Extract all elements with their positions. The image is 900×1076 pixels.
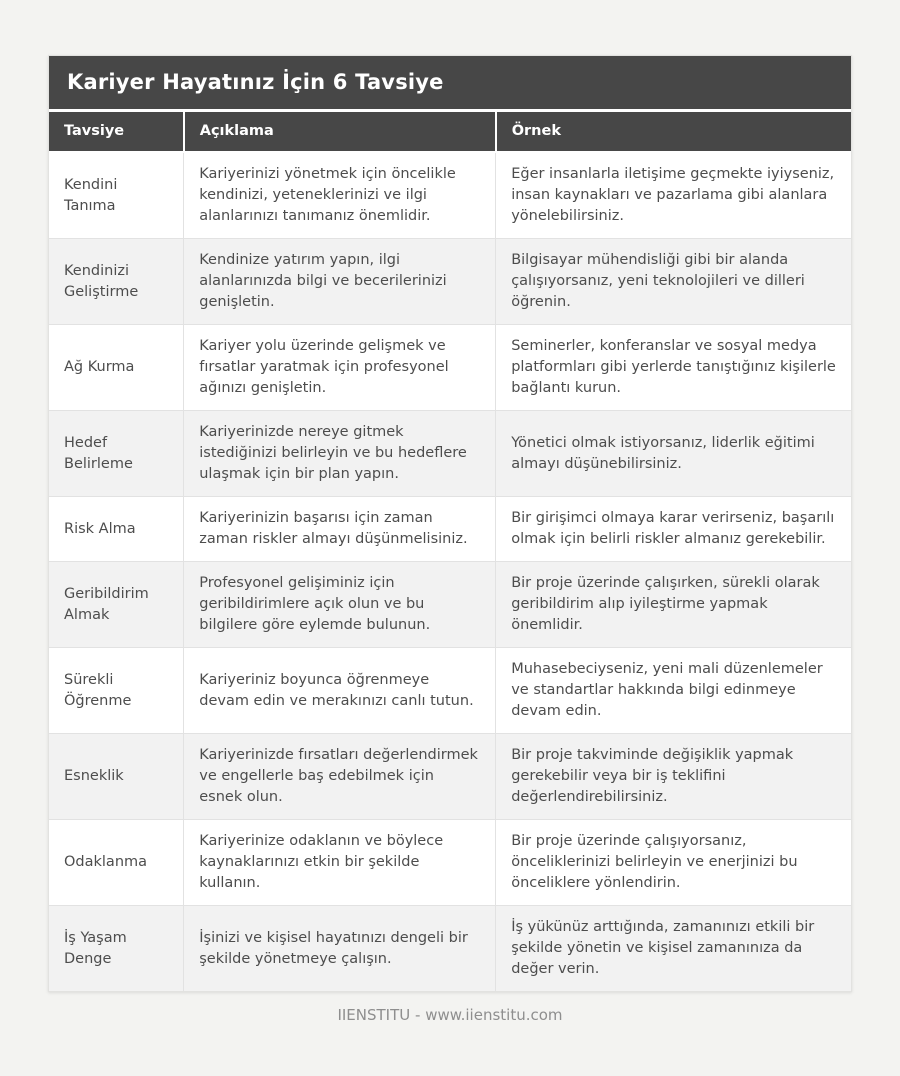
cell-aciklama: Profesyonel gelişiminiz için geribildirimlere açık olun ve bu bilgilere göre eylemde bulunun. — [184, 562, 496, 648]
column-header-tavsiye: Tavsiye — [49, 112, 184, 152]
cell-tavsiye: Geribildirim Almak — [49, 562, 184, 648]
table-row — [49, 411, 851, 497]
cell-ornek: Bilgisayar mühendisliği gibi bir alanda çalışıyorsanız, yeni teknolojileri ve dilleri öğrenin. — [496, 239, 851, 325]
footer-credit: IIENSTITU - www.iienstitu.com — [337, 1006, 563, 1024]
column-header-aciklama: Açıklama — [184, 112, 496, 152]
cell-aciklama: Kendinize yatırım yapın, ilgi alanlarınızda bilgi ve becerilerinizi genişletin. — [184, 239, 496, 325]
page-title: Kariyer Hayatınız İçin 6 Tavsiye — [49, 56, 851, 112]
cell-tavsiye: Esneklik — [49, 734, 184, 820]
table-row — [49, 648, 851, 734]
cell-ornek: Bir girişimci olmaya karar verirseniz, başarılı olmak için belirli riskler almanız gerekebilir. — [496, 497, 851, 562]
cell-aciklama: Kariyerinizi yönetmek için öncelikle kendinizi, yeteneklerinizi ve ilgi alanlarınızı tanımanız önemlidir. — [184, 152, 496, 239]
table-row — [49, 820, 851, 906]
cell-tavsiye: Ağ Kurma — [49, 325, 184, 411]
cell-ornek: Yönetici olmak istiyorsanız, liderlik eğitimi almayı düşünebilirsiniz. — [496, 411, 851, 497]
cell-aciklama: İşinizi ve kişisel hayatınızı dengeli bir şekilde yönetmeye çalışın. — [184, 906, 496, 992]
table-row — [49, 734, 851, 820]
cell-ornek: Bir proje üzerinde çalışırken, sürekli olarak geribildirim alıp iyileştirme yapmak önemlidir. — [496, 562, 851, 648]
cell-aciklama: Kariyerinize odaklanın ve böylece kaynaklarınızı etkin bir şekilde kullanın. — [184, 820, 496, 906]
cell-ornek: Muhasebeciyseniz, yeni mali düzenlemeler ve standartlar hakkında bilgi edinmeye devam edin. — [496, 648, 851, 734]
table-row — [49, 325, 851, 411]
table-row — [49, 497, 851, 562]
cell-tavsiye: Risk Alma — [49, 497, 184, 562]
cell-tavsiye: Sürekli Öğrenme — [49, 648, 184, 734]
table-row — [49, 239, 851, 325]
table-row — [49, 906, 851, 992]
cell-aciklama: Kariyer yolu üzerinde gelişmek ve fırsatlar yaratmak için profesyonel ağınızı genişletin. — [184, 325, 496, 411]
cell-tavsiye: Kendinizi Geliştirme — [49, 239, 184, 325]
cell-ornek: Eğer insanlarla iletişime geçmekte iyiyseniz, insan kaynakları ve pazarlama gibi alanlara yönelebilirsiniz. — [496, 152, 851, 239]
career-tips-table — [49, 112, 851, 991]
career-tips-card — [48, 55, 852, 992]
cell-aciklama: Kariyerinizin başarısı için zaman zaman riskler almayı düşünmelisiniz. — [184, 497, 496, 562]
cell-ornek: Bir proje üzerinde çalışıyorsanız, önceliklerinizi belirleyin ve enerjinizi bu önceliklere yönlendirin. — [496, 820, 851, 906]
cell-aciklama: Kariyerinizde fırsatları değerlendirmek ve engellerle baş edebilmek için esnek olun. — [184, 734, 496, 820]
cell-ornek: Bir proje takviminde değişiklik yapmak gerekebilir veya bir iş teklifini değerlendirebilirsiniz. — [496, 734, 851, 820]
cell-tavsiye: İş Yaşam Denge — [49, 906, 184, 992]
column-header-ornek: Örnek — [496, 112, 851, 152]
table-row — [49, 152, 851, 239]
table-row — [49, 562, 851, 648]
cell-tavsiye: Kendini Tanıma — [49, 152, 184, 239]
cell-tavsiye: Hedef Belirleme — [49, 411, 184, 497]
cell-ornek: İş yükünüz arttığında, zamanınızı etkili bir şekilde yönetin ve kişisel zamanınıza da değer verin. — [496, 906, 851, 992]
table-header-row — [49, 112, 851, 152]
cell-aciklama: Kariyerinizde nereye gitmek istediğinizi belirleyin ve bu hedeflere ulaşmak için bir plan yapın. — [184, 411, 496, 497]
cell-aciklama: Kariyeriniz boyunca öğrenmeye devam edin ve merakınızı canlı tutun. — [184, 648, 496, 734]
cell-ornek: Seminerler, konferanslar ve sosyal medya platformları gibi yerlerde tanıştığınız kişilerle bağlantı kurun. — [496, 325, 851, 411]
cell-tavsiye: Odaklanma — [49, 820, 184, 906]
